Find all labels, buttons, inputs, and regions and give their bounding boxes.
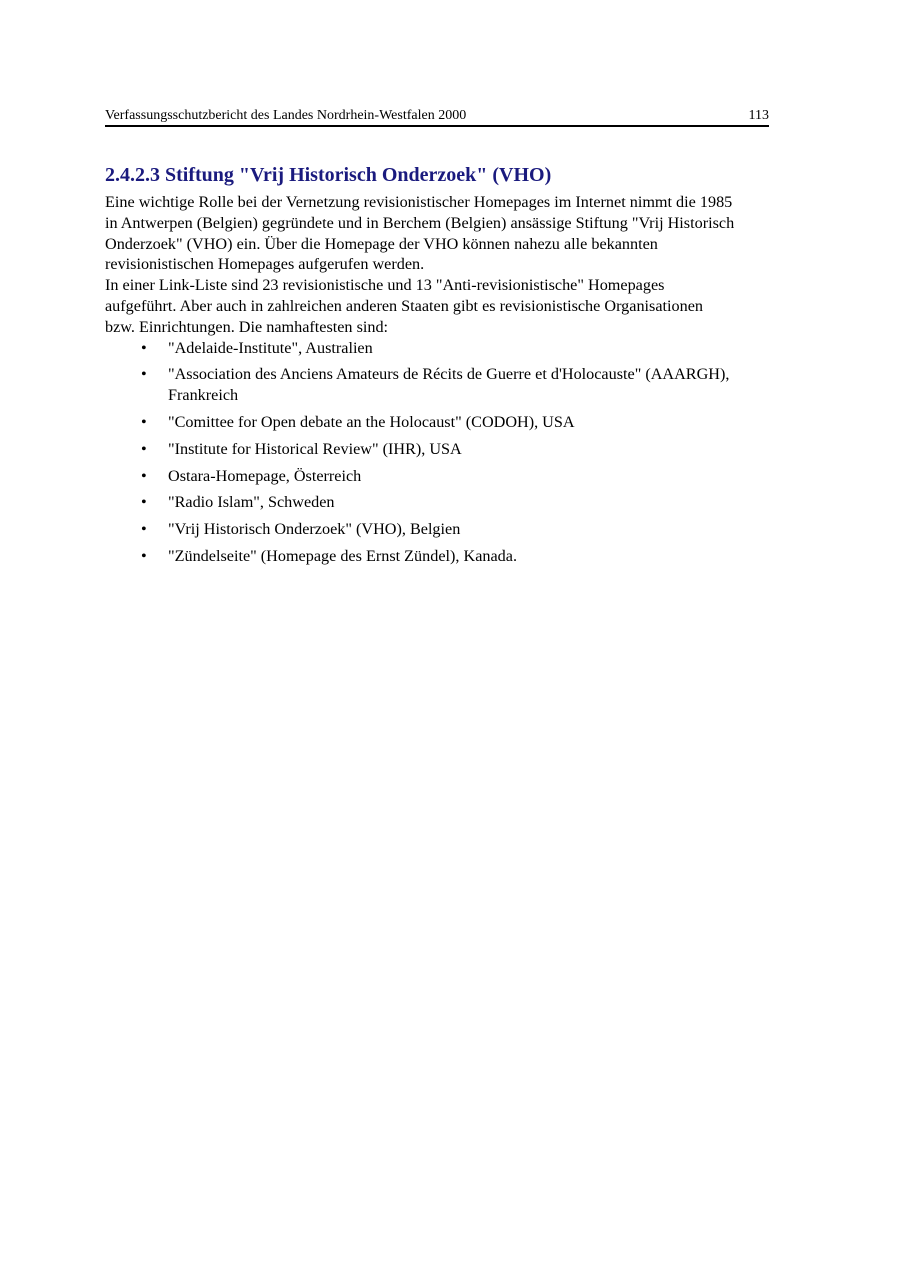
text-line: revisionistischen Homepages aufgerufen werden. [105, 255, 425, 274]
list-item-text: Frankreich [168, 386, 239, 405]
list-item [105, 519, 805, 540]
bullet-icon: • [141, 520, 147, 539]
bullet-icon: • [141, 365, 147, 384]
list-item-text: "Comittee for Open debate an the Holocaust" (CODOH), USA [168, 412, 575, 431]
list-item-text: "Association des Anciens Amateurs de Récits de Guerre et d'Holocauste" (AAARGH), [168, 365, 730, 384]
list-item [105, 492, 805, 513]
list-item [105, 338, 805, 359]
text-line: In einer Link-Liste sind 23 revisionistische und 13 "Anti-revisionistische" Homepages [105, 276, 665, 295]
page-number: 113 [748, 108, 769, 123]
paragraph-link-list [105, 275, 805, 337]
bullet-icon: • [141, 338, 147, 357]
list-item-text: "Radio Islam", Schweden [168, 493, 335, 512]
text-line: in Antwerpen (Belgien) gegründete und in Berchem (Belgien) ansässige Stiftung "Vrij Historisch [105, 213, 735, 232]
organization-list [105, 338, 805, 567]
list-item [105, 412, 805, 433]
list-item-text: "Adelaide-Institute", Australien [168, 338, 373, 357]
section-heading: 2.4.2.3 Stiftung "Vrij Historisch Onderzoek" (VHO) [105, 164, 552, 186]
bullet-icon: • [141, 493, 147, 512]
list-item [105, 439, 805, 460]
text-line: Onderzoek" (VHO) ein. Über die Homepage der VHO können nahezu alle bekannten [105, 234, 658, 253]
text-line: bzw. Einrichtungen. Die namhaftesten sind: [105, 317, 389, 336]
list-item-text: "Institute for Historical Review" (IHR), USA [168, 439, 462, 458]
bullet-icon: • [141, 466, 147, 485]
running-header [105, 107, 769, 127]
list-item [105, 546, 805, 567]
text-line: Eine wichtige Rolle bei der Vernetzung revisionistischer Homepages im Internet nimmt die 1985 [105, 193, 733, 211]
bullet-icon: • [141, 412, 147, 431]
list-item-text: "Vrij Historisch Onderzoek" (VHO), Belgien [168, 520, 461, 539]
paragraph-vho-role [105, 192, 805, 275]
list-item-text: Ostara-Homepage, Österreich [168, 466, 362, 485]
bullet-icon: • [141, 439, 147, 458]
report-title: Verfassungsschutzbericht des Landes Nordrhein-Westfalen 2000 [105, 108, 467, 123]
list-item [105, 364, 805, 406]
list-item-text: "Zündelseite" (Homepage des Ernst Zündel), Kanada. [168, 546, 517, 565]
section-content [105, 163, 805, 573]
bullet-icon: • [141, 546, 147, 565]
list-item [105, 466, 805, 487]
text-line: aufgeführt. Aber auch in zahlreichen anderen Staaten gibt es revisionistische Organisationen [105, 296, 703, 315]
